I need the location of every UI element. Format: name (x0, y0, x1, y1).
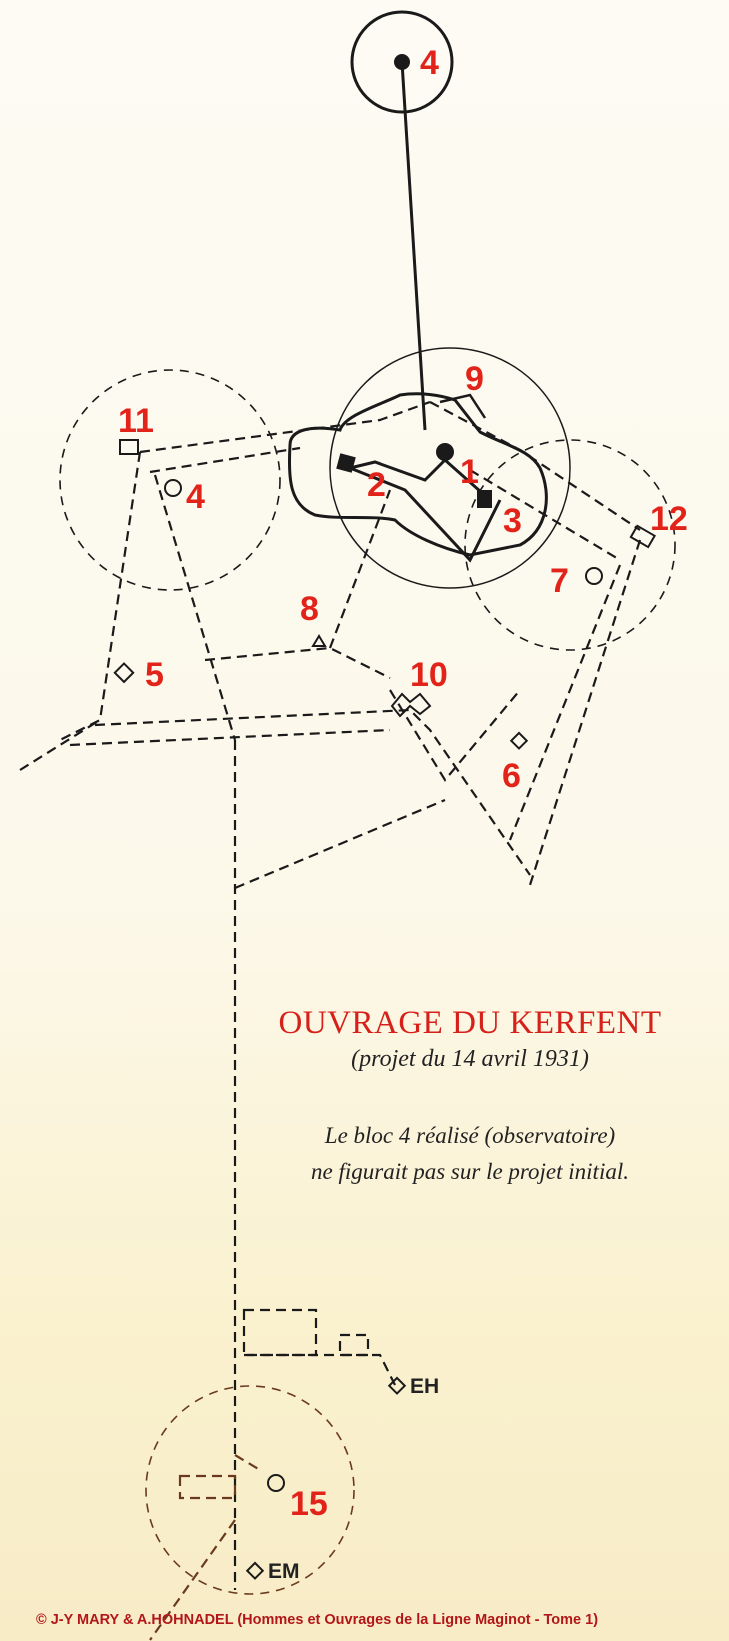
gallery-south (95, 710, 530, 875)
block-6-symbol (511, 733, 527, 749)
title-block (260, 1005, 680, 1073)
em-symbol (247, 1563, 263, 1579)
gallery-east-south (530, 540, 640, 885)
block-11-symbol (120, 440, 138, 454)
diagram-subtitle: (projet du 14 avril 1931) (351, 1046, 589, 1072)
note-line-2: ne figurait pas sur le projet initial. (311, 1159, 629, 1184)
gallery-north-inner (150, 448, 300, 472)
label-bloc-4-realise: 4 (420, 44, 439, 82)
note-line-1: Le bloc 4 réalisé (observatoire) (324, 1123, 616, 1148)
label-entree-munitions: EM (268, 1560, 300, 1583)
gallery-west-outer (60, 452, 140, 740)
gallery-center (205, 648, 390, 678)
label-bloc-1: 1 (460, 453, 479, 491)
block-4-gallery (402, 62, 425, 430)
gallery-em (235, 1455, 260, 1470)
gallery-centre-bottom (235, 800, 445, 888)
block-15-symbol (268, 1475, 284, 1491)
block-labels (118, 44, 688, 1583)
projected-galleries (20, 370, 675, 1590)
block-4-projet-symbol (165, 480, 181, 496)
gallery-east-south-inner (510, 565, 620, 840)
block-1-marker (436, 443, 454, 461)
label-bloc-6: 6 (502, 757, 521, 795)
block-5-symbol (115, 664, 133, 682)
label-bloc-3: 3 (503, 502, 522, 540)
realised-works (289, 12, 570, 588)
note-text (250, 1118, 690, 1190)
label-bloc-2: 2 (367, 466, 386, 504)
entrance-structure-1 (244, 1310, 316, 1355)
gallery-eh (244, 1355, 395, 1385)
label-bloc-12: 12 (650, 500, 688, 538)
label-bloc-8: 8 (300, 590, 319, 628)
block-7-symbol (586, 568, 602, 584)
label-bloc-11: 11 (118, 402, 154, 440)
block-15-structure (180, 1476, 235, 1498)
label-bloc-7: 7 (550, 562, 569, 600)
entrance-structure-2 (340, 1335, 368, 1355)
gallery-south-inner (70, 730, 390, 745)
block-10-symbol (392, 694, 430, 716)
gallery-north (140, 402, 430, 452)
diagram-title: OUVRAGE DU KERFENT (278, 1005, 662, 1041)
label-entree-hommes: EH (410, 1375, 440, 1398)
label-bloc-5: 5 (145, 656, 164, 694)
label-bloc-4-projet: 4 (186, 478, 205, 516)
label-bloc-15: 15 (290, 1485, 328, 1523)
entrance-works (146, 1310, 395, 1640)
label-bloc-9: 9 (465, 360, 484, 398)
label-bloc-10: 10 (410, 656, 448, 694)
block-8-symbol (313, 636, 325, 646)
copyright-credit: © J-Y MARY & A.HOHNADEL (Hommes et Ouvrages de la Ligne Maginot - Tome 1) (36, 1612, 599, 1628)
